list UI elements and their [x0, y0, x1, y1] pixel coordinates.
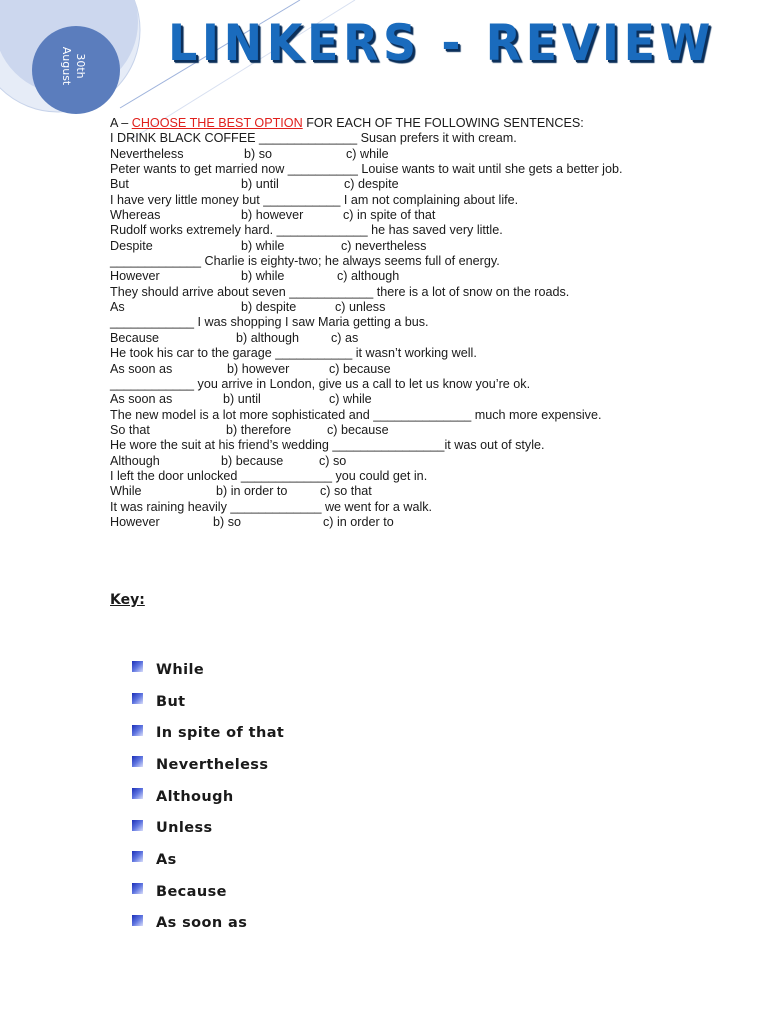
exercise-sentence: I left the door unlocked _____________ you could get in. — [110, 468, 428, 483]
key-answer: Nevertheless — [156, 756, 269, 773]
instruction-prefix: A – — [110, 116, 132, 130]
exercise-sentence: I have very little money but ___________ I am not complaining about life. — [110, 192, 519, 207]
key-item — [132, 844, 284, 876]
date-month: August — [60, 46, 73, 86]
option-c: c) because — [327, 422, 389, 437]
square-bullet-icon — [132, 788, 143, 799]
option-c: c) in spite of that — [343, 208, 436, 223]
option-b: b) while — [241, 269, 285, 284]
option-a: As soon as — [110, 392, 173, 407]
exercise-sentence: _____________ Charlie is eighty-two; he always seems full of energy. — [110, 254, 500, 269]
option-c: c) so that — [320, 484, 372, 499]
square-bullet-icon — [132, 915, 143, 926]
key-answer: But — [156, 693, 186, 710]
option-c: c) unless — [335, 300, 386, 315]
option-a: Nevertheless — [110, 146, 184, 161]
exercise-options — [110, 239, 670, 254]
key-item — [132, 654, 284, 686]
exercise-sentence: Rudolf works extremely hard. _____________ he has saved very little. — [110, 223, 503, 238]
option-c: c) while — [346, 146, 389, 161]
exercise-options — [110, 392, 670, 407]
exercise-options — [110, 300, 670, 315]
exercise-sentence: It was raining heavily _____________ we went for a walk. — [110, 499, 433, 514]
key-item — [132, 908, 284, 940]
exercise-options — [110, 331, 670, 346]
option-c: c) nevertheless — [341, 238, 427, 253]
option-a: So that — [110, 422, 150, 437]
key-item — [132, 876, 284, 908]
key-answer: As — [156, 851, 177, 868]
square-bullet-icon — [132, 883, 143, 894]
option-a: However — [110, 269, 160, 284]
option-b: b) however — [227, 361, 290, 376]
option-b: b) despite — [241, 300, 297, 315]
exercise-section — [110, 116, 670, 530]
option-b: b) so — [213, 514, 241, 529]
key-item — [132, 686, 284, 718]
option-b: b) until — [223, 392, 261, 407]
key-answer: Unless — [156, 820, 213, 837]
square-bullet-icon — [132, 725, 143, 736]
option-c: c) because — [329, 361, 391, 376]
option-c: c) despite — [344, 177, 399, 192]
key-answer: Because — [156, 883, 227, 900]
exercise-sentence: ____________ you arrive in London, give us a call to let us know you’re ok. — [110, 376, 531, 391]
exercise-sentence: Peter wants to get married now __________ Louise wants to wait until she gets a better job. — [110, 162, 623, 177]
option-b: b) until — [241, 177, 279, 192]
option-b: b) although — [236, 330, 300, 345]
exercise-options — [110, 147, 670, 162]
option-a: However — [110, 514, 160, 529]
exercise-sentence: He wore the suit at his friend’s wedding ________________it was out of style. — [110, 438, 545, 453]
option-a: While — [110, 484, 142, 499]
instruction-highlight: CHOOSE THE BEST OPTION — [131, 116, 303, 130]
exercise-sentence: ____________ I was shopping I saw Maria getting a bus. — [110, 315, 429, 330]
option-a: As — [110, 300, 125, 315]
key-item — [132, 781, 284, 813]
key-answer: In spite of that — [156, 725, 285, 742]
key-answer: As soon as — [156, 915, 248, 932]
option-a: Whereas — [110, 208, 161, 223]
exercise-options — [110, 515, 670, 530]
square-bullet-icon — [132, 851, 143, 862]
option-a: But — [110, 177, 129, 192]
key-heading: Key: — [110, 592, 145, 608]
exercise-sentence: They should arrive about seven ____________ there is a lot of snow on the roads. — [110, 284, 570, 299]
option-c: c) in order to — [323, 514, 394, 529]
key-answer: While — [156, 661, 205, 678]
option-b: b) because — [221, 453, 284, 468]
page-title: LINKERS - REVIEW — [168, 14, 715, 72]
option-c: c) while — [329, 392, 372, 407]
exercise-options — [110, 269, 670, 284]
option-a: Although — [110, 453, 160, 468]
option-b: b) however — [241, 208, 304, 223]
option-a: As soon as — [110, 361, 173, 376]
exercise-options — [110, 484, 670, 499]
option-b: b) in order to — [216, 484, 288, 499]
square-bullet-icon — [132, 661, 143, 672]
option-a: Because — [110, 330, 160, 345]
exercise-options — [110, 454, 670, 469]
square-bullet-icon — [132, 820, 143, 831]
exercise-options — [110, 208, 670, 223]
square-bullet-icon — [132, 693, 143, 704]
exercise-options — [110, 177, 670, 192]
option-c: c) although — [337, 269, 400, 284]
date-day: 30th — [74, 53, 87, 79]
exercise-options — [110, 362, 670, 377]
answer-key-list — [132, 654, 284, 939]
key-answer: Although — [156, 788, 234, 805]
option-b: b) while — [241, 238, 285, 253]
exercise-sentence: He took his car to the garage ___________ it wasn’t working well. — [110, 346, 477, 361]
exercise-options — [110, 423, 670, 438]
option-b: b) so — [244, 146, 272, 161]
key-item — [132, 812, 284, 844]
option-c: c) as — [331, 330, 359, 345]
exercise-sentence: I DRINK BLACK COFFEE ______________ Susan prefers it with cream. — [110, 131, 517, 146]
option-b: b) therefore — [226, 422, 292, 437]
date-label — [53, 31, 93, 101]
key-item — [132, 749, 284, 781]
instruction-rest: FOR EACH OF THE FOLLOWING SENTENCES: — [302, 116, 584, 130]
exercise-sentence: The new model is a lot more sophisticated and ______________ much more expensive. — [110, 407, 602, 422]
key-item — [132, 717, 284, 749]
exercise-instruction — [110, 116, 670, 131]
option-c: c) so — [319, 453, 347, 468]
option-a: Despite — [110, 238, 153, 253]
square-bullet-icon — [132, 756, 143, 767]
